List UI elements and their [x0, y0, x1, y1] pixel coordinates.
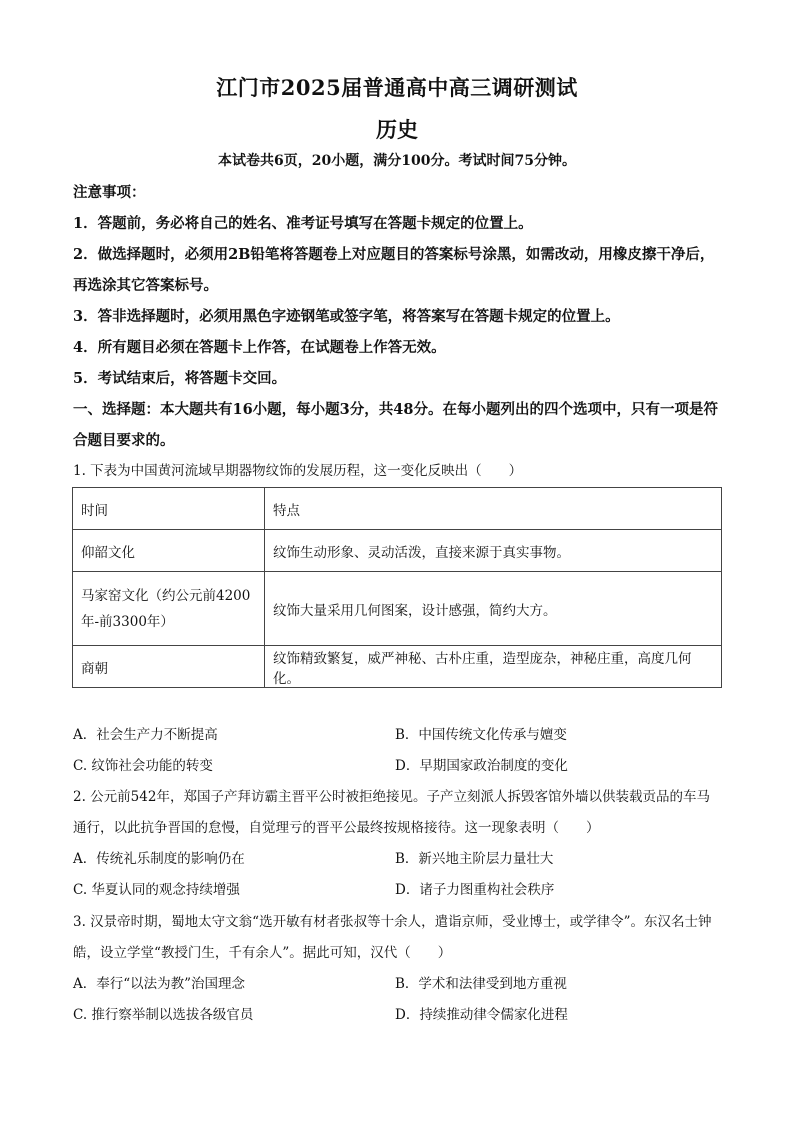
option-c: C. 华夏认同的观念持续增强 — [73, 882, 240, 898]
table-row — [73, 530, 722, 572]
notice-heading: 注意事项： — [73, 184, 146, 201]
section-heading: 一、选择题：本大题共有16小题，每小题3分，共48分。在每小题列出的四个选项中，只有一项是符合题目要求的。 — [73, 401, 718, 449]
option-c: C. 推行察举制以选拔各级官员 — [73, 1007, 254, 1023]
table-header-cell: 特点 — [265, 488, 722, 530]
question-table — [72, 487, 722, 688]
exam-title: 江门市2025届普通高中高三调研测试 — [216, 75, 578, 100]
option-a: A．传统礼乐制度的影响仍在 — [73, 851, 245, 867]
table-cell: 商朝 — [73, 646, 265, 688]
notice-item: 1．答题前，务必将自己的姓名、准考证号填写在答题卡规定的位置上。 — [73, 215, 533, 232]
option-b: B．学术和法律受到地方重视 — [395, 976, 567, 992]
option-b: B．中国传统文化传承与嬗变 — [395, 727, 567, 743]
option-c: C. 纹饰社会功能的转变 — [73, 758, 213, 774]
table-cell: 仰韶文化 — [73, 530, 265, 572]
option-a: A．社会生产力不断提高 — [73, 727, 218, 743]
table-row — [73, 572, 722, 646]
table-header-cell: 时间 — [73, 488, 265, 530]
option-a: A．奉行“以法为教”治国理念 — [73, 976, 246, 992]
table-cell: 纹饰生动形象、灵动活泼，直接来源于真实事物。 — [265, 530, 722, 572]
question-stem: 2. 公元前542年，郑国子产拜访霸主晋平公时被拒绝接见。子产立刻派人拆毁客馆外墙以供装载贡品的车马通行，以此抗争晋国的怠慢，自觉理亏的晋平公最终按规格接待。这一现象表明（ ） — [73, 789, 710, 836]
option-d: D．诸子力图重构社会秩序 — [395, 882, 555, 898]
table-cell: 纹饰精致繁复，威严神秘、古朴庄重，造型庞杂，神秘庄重，高度几何化。 — [265, 646, 722, 688]
table-cell: 马家窑文化（约公元前4200年-前3300年） — [73, 572, 265, 646]
question-options — [73, 720, 723, 782]
question-options — [73, 844, 723, 906]
table-row — [73, 646, 722, 688]
notice-item: 2．做选择题时，必须用2B铅笔将答题卷上对应题目的答案标号涂黑，如需改动，用橡皮擦干净后，再选涂其它答案标号。 — [73, 246, 715, 294]
notice-list — [73, 208, 723, 394]
notice-item: 5．考试结束后，将答题卡交回。 — [73, 370, 287, 387]
option-b: B．新兴地主阶层力量壮大 — [395, 851, 554, 867]
notice-item: 4．所有题目必须在答题卡上作答，在试题卷上作答无效。 — [73, 339, 446, 356]
table-cell: 纹饰大量采用几何图案，设计感强，简约大方。 — [265, 572, 722, 646]
question-stem: 1. 下表为中国黄河流域早期器物纹饰的发展历程，这一变化反映出（ ） — [73, 463, 523, 479]
exam-meta: 本试卷共6页，20小题，满分100分。考试时间75分钟。 — [218, 153, 576, 169]
option-d: D．持续推动律令儒家化进程 — [395, 1007, 568, 1023]
question-stem: 3. 汉景帝时期，蜀地太守文翁“选开敏有材者张叔等十余人，遣诣京师，受业博士，或学律令”。东汉名士钟皓，设立学堂“教授门生，千有余人”。据此可知，汉代（ ） — [73, 914, 712, 961]
notice-item: 3．答非选择题时，必须用黑色字迹钢笔或签字笔，将答案写在答题卡规定的位置上。 — [73, 308, 620, 325]
question-options — [73, 969, 723, 1031]
exam-subject: 历史 — [376, 117, 418, 142]
option-d: D．早期国家政治制度的变化 — [395, 758, 568, 774]
table-header-row — [73, 488, 722, 530]
